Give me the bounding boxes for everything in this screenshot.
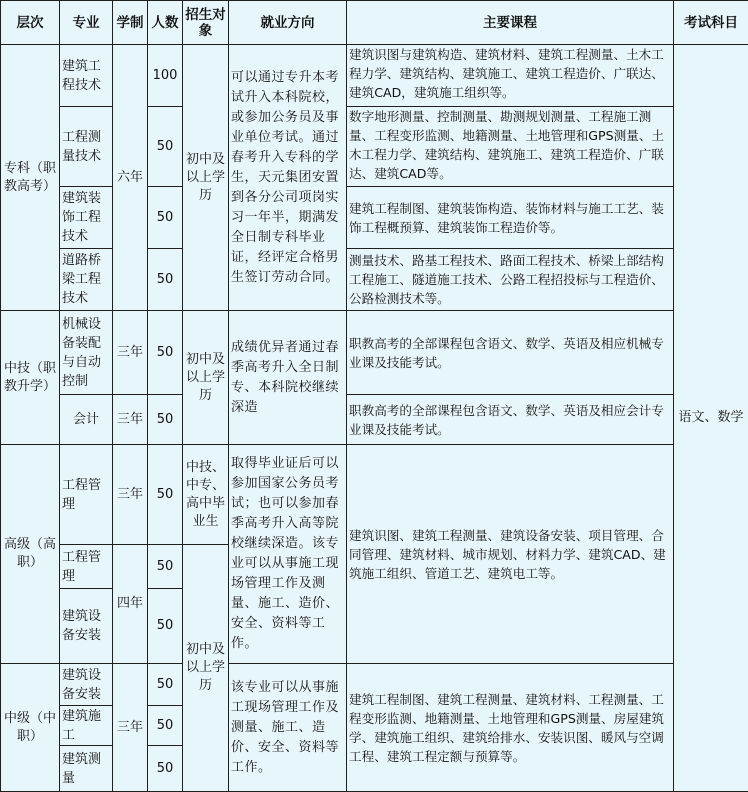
target-cell: 初中及以上学历 [183,311,229,445]
header-duration: 学制 [113,1,148,45]
count-cell: 50 [148,746,183,792]
table-row [1,45,748,107]
major-cell: 建筑装饰工程技术 [60,187,113,249]
count-cell: 100 [148,45,183,107]
header-count: 人数 [148,1,183,45]
target-cell: 中技、中专、高中毕业生 [183,445,229,545]
courses-cell: 职教高考的全部课程包含语文、数学、英语及相应机械专业课及技能考试。 [347,311,674,395]
count-cell: 50 [148,589,183,664]
table-row [1,395,748,445]
major-cell: 建筑设备安装 [60,664,113,706]
courses-cell: 建筑工程制图、建筑装饰构造、装饰材料与施工工艺、装饰工程概预算、建筑装饰工程造价等。 [347,187,674,249]
major-cell: 建筑测量 [60,746,113,792]
header-exam: 考试科目 [674,1,748,45]
major-cell: 工程测量技术 [60,107,113,187]
table-row [1,311,748,395]
courses-cell: 建筑工程制图、建筑工程测量、建筑材料、工程测量、工程变形监测、地籍测量、土地管理和GPS测量、房屋建筑学、建筑施工组织、建筑给排水、安装识图、暖风与空调工程、建筑工程定额与预算等。 [347,664,674,792]
target-cell: 初中及以上学历 [183,45,229,311]
count-cell: 50 [148,107,183,187]
major-cell: 会计 [60,395,113,445]
major-cell: 建筑工程技术 [60,45,113,107]
count-cell: 50 [148,311,183,395]
level-zhongji: 中技（职教升学） [1,311,60,445]
exam-subjects-cell: 语文、数学 [674,45,748,792]
employment-cell: 可以通过专升本考试升入本科院校，或参加公务员及事业单位考试。通过春考升入专科的学生，天元集团安置到各分公司项岗实习一年半，期满发全日制专科毕业证，经评定合格男生签订劳动合同。 [229,45,347,311]
level-zhuanke: 专科（职教高考） [1,45,60,311]
major-cell: 机械设备装配与自动控制 [60,311,113,395]
duration-cell: 三年 [113,445,148,545]
employment-cell: 取得毕业证后可以参加国家公务员考试；也可以参加春季高考升入高等院校继续深造。该专业可以从事施工现场管理工作及测量、施工、造价、安全、资料等工作。 [229,445,347,664]
count-cell: 50 [148,706,183,746]
count-cell: 50 [148,187,183,249]
level-gaoji: 高级（高职） [1,445,60,664]
duration-cell: 三年 [113,395,148,445]
courses-cell: 建筑识图、建筑工程测量、建筑设备安装、项目管理、合同管理、建筑材料、城市规划、材料力学、建筑CAD、建筑施工组织、管道工艺、建筑电工等。 [347,445,674,664]
level-zhongjizhi: 中级（中职） [1,664,60,792]
major-cell: 道路桥梁工程技术 [60,249,113,311]
header-row [1,1,748,45]
header-major: 专业 [60,1,113,45]
table-row [1,445,748,545]
major-cell: 工程管理 [60,445,113,545]
table-row [1,664,748,706]
employment-cell: 成绩优异者通过春季高考升入全日制专、本科院校继续深造 [229,311,347,445]
count-cell: 50 [148,445,183,545]
header-target: 招生对象 [183,1,229,45]
header-employment: 就业方向 [229,1,347,45]
header-level: 层次 [1,1,60,45]
duration-cell: 三年 [113,664,148,792]
count-cell: 50 [148,395,183,445]
courses-cell: 数字地形测量、控制测量、勘测规划测量、工程施工测量、工程变形监测、地籍测量、土地管理和GPS测量、土木工程力学、建筑结构、建筑施工、建筑工程造价、广联达、建筑CAD等。 [347,107,674,187]
courses-cell: 建筑识图与建筑构造、建筑材料、建筑工程测量、土木工程力学、建筑结构、建筑施工、建筑工程造价、广联达、建筑CAD，建筑施工组织等。 [347,45,674,107]
count-cell: 50 [148,545,183,589]
duration-cell: 六年 [113,45,148,311]
courses-cell: 测量技术、路基工程技术、路面工程技术、桥梁上部结构工程施工、隧道施工技术、公路工程招投标与工程造价、公路检测技术等。 [347,249,674,311]
duration-cell: 三年 [113,311,148,395]
major-cell: 建筑设备安装 [60,589,113,664]
count-cell: 50 [148,249,183,311]
employment-cell: 该专业可以从事施工现场管理工作及测量、施工、造价、安全、资料等工作。 [229,664,347,792]
courses-cell: 职教高考的全部课程包含语文、数学、英语及相应会计专业课及技能考试。 [347,395,674,445]
major-cell: 建筑施工 [60,706,113,746]
major-cell: 工程管理 [60,545,113,589]
duration-cell: 四年 [113,545,148,664]
count-cell: 50 [148,664,183,706]
header-courses: 主要课程 [347,1,674,45]
target-cell: 初中及以上学历 [183,545,229,792]
